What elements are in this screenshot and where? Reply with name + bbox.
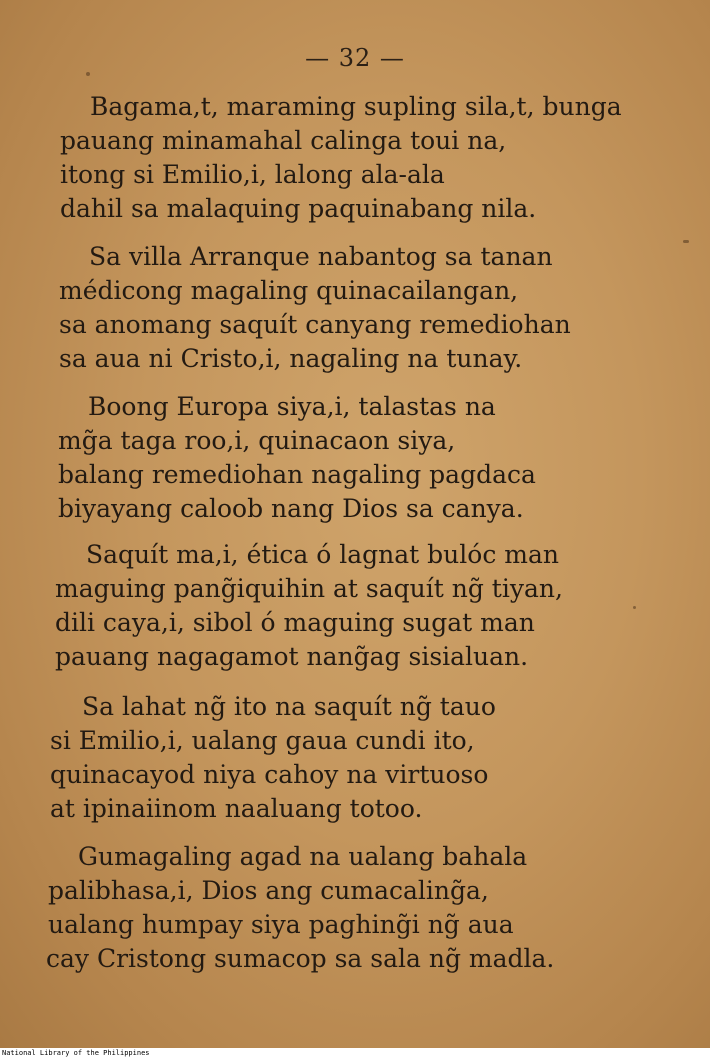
verse-line: Sa lahat ng̃ ito na saquít ng̃ tauo — [82, 692, 496, 721]
stanza-3 — [58, 390, 536, 526]
verse-line: Saquít ma,i, ética ó lagnat bulóc man — [86, 540, 559, 569]
verse-line: Sa villa Arranque nabantog sa tanan — [89, 242, 553, 271]
stanza-4 — [55, 538, 563, 674]
verse-line: Boong Europa siya,i, talastas na — [88, 392, 496, 421]
verse-line: quinacayod niya cahoy na virtuoso — [50, 760, 489, 789]
verse-line: sa anomang saquít canyang remediohan — [59, 310, 571, 339]
verse-line: médicong magaling quinacailangan, — [59, 276, 519, 305]
verse-line: pauang minamahal calinga toui na, — [60, 126, 507, 155]
verse-line: maguing pang̃iquihin at saquít ng̃ tiyan, — [55, 574, 563, 603]
verse-line: dili caya,i, sibol ó maguing sugat man — [55, 608, 535, 637]
verse-line: ualang humpay siya paghing̃i ng̃ aua — [48, 910, 514, 939]
stanza-5 — [50, 690, 496, 826]
ink-speck — [86, 72, 90, 76]
verse-line: palibhasa,i, Dios ang cumacaling̃a, — [48, 876, 489, 905]
verse-line: Gumagaling agad na ualang bahala — [78, 842, 528, 871]
page-number: — 32 — — [305, 44, 405, 72]
stanza-2 — [59, 240, 571, 376]
ink-speck — [633, 606, 636, 609]
verse-line: Bagama,t, maraming supling sila,t, bunga — [90, 92, 622, 121]
stanza-6 — [46, 840, 555, 976]
verse-line: pauang nagagamot nang̃ag sisialuan. — [55, 642, 529, 671]
verse-line: si Emilio,i, ualang gaua cundi ito, — [50, 726, 475, 755]
verse-line: dahil sa malaquing paquinabang nila. — [60, 194, 537, 223]
verse-line: balang remediohan nagaling pagdaca — [58, 460, 536, 489]
library-credit: National Library of the Philippines — [0, 1048, 710, 1058]
verse-line: itong si Emilio,i, lalong ala-ala — [60, 160, 445, 189]
stanza-1 — [60, 90, 622, 226]
verse-line: biyayang caloob nang Dios sa canya. — [58, 494, 524, 523]
verse-line: cay Cristong sumacop sa sala ng̃ madla. — [46, 944, 555, 973]
verse-line: sa aua ni Cristo,i, nagaling na tunay. — [59, 344, 523, 373]
verse-line: mg̃a taga roo,i, quinacaon siya, — [58, 426, 456, 455]
verse-line: at ipinaiinom naaluang totoo. — [50, 794, 423, 823]
ink-speck — [683, 240, 689, 243]
